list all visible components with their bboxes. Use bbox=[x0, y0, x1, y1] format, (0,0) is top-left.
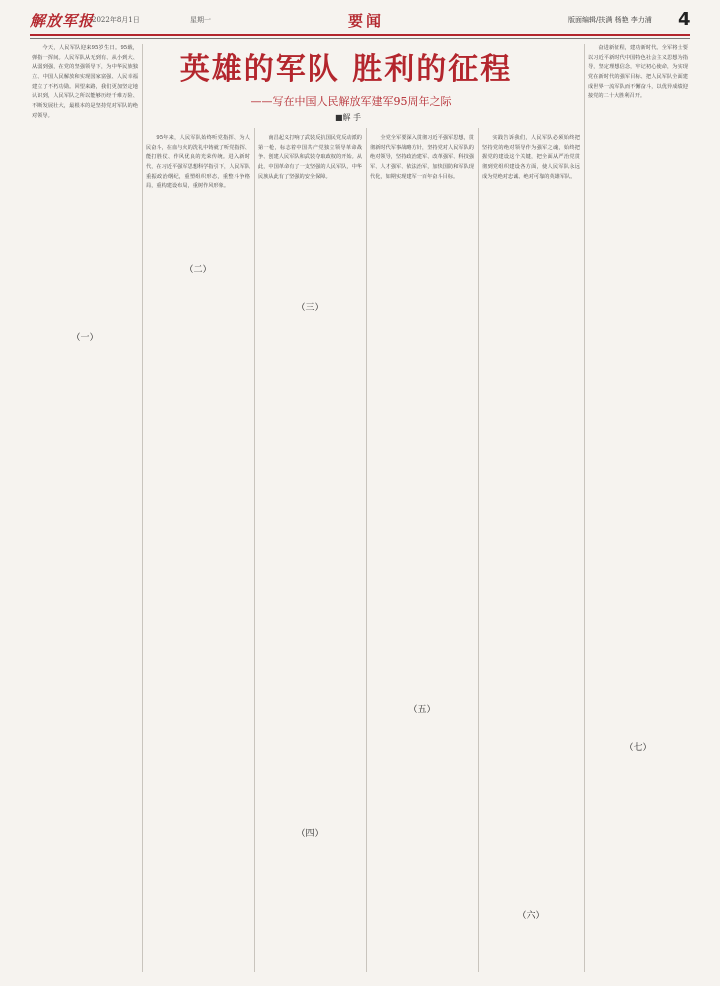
article-column-1 bbox=[32, 44, 138, 324]
article-column-6 bbox=[588, 44, 688, 324]
column-rule bbox=[254, 128, 255, 972]
column-rule bbox=[584, 44, 585, 972]
article-subtitle: ——写在中国人民解放军建军95周年之际 bbox=[250, 95, 452, 108]
article-paragraph: 全党全军要深入贯彻习近平强军思想，贯彻新时代军事战略方针，坚持党对人民军队的绝对领导，坚持政治建军、改革强军、科技强军、人才强军、依法治军，加快国防和军队现代化，如期实现建军一百年奋斗目标。 bbox=[370, 135, 474, 180]
section-title: 要闻 bbox=[348, 12, 385, 30]
issue-date: 2022年8月1日 bbox=[92, 16, 140, 24]
article-byline: ■解 手 bbox=[334, 113, 362, 122]
section-heading: （一） bbox=[71, 333, 99, 343]
section-heading: （六） bbox=[517, 911, 545, 921]
page-number: 4 bbox=[678, 9, 691, 30]
newspaper-logo: 解放军报 bbox=[30, 12, 95, 30]
header-rule-thin bbox=[30, 38, 690, 39]
header-rule bbox=[30, 34, 690, 36]
article-paragraph: 实践告诉我们，人民军队必须始终把坚持党的绝对领导作为强军之魂，始终把握党的建设这个关键，把全面从严治党贯彻到党组织建设各方面，使人民军队永远成为党绝对忠诚、绝对可靠的英雄军队。 bbox=[482, 135, 580, 180]
article-paragraph: 95年来，人民军队始终听党指挥、为人民奋斗，在血与火的洗礼中铸就了听党指挥、能打胜仗、作风优良的光荣传统。进入新时代，在习近平强军思想科学指引下，人民军队重振政治纲纪，重塑组织形态，重整斗争格局，重构建设布局，重树作风形象。 bbox=[146, 135, 250, 190]
article-paragraph: 今天，人民军队迎来95岁生日。95载，弹指一挥间。人民军队从无到有、从小到大、从弱到强，在党的坚强领导下，为中华民族独立、中国人民解放和实现国家富强、人民幸福建立了不朽功勋。回望来路，我们更加坚定地认识到，人民军队之所以能够历经千难万险、不断发展壮大，最根本的是坚持党对军队的绝对领导。 bbox=[32, 45, 138, 119]
article-headline: 英雄的军队 胜利的征程 bbox=[179, 52, 513, 87]
column-rule bbox=[478, 128, 479, 972]
section-heading: （五） bbox=[408, 705, 436, 715]
section-heading: （三） bbox=[296, 303, 324, 313]
column-rule bbox=[142, 44, 143, 972]
section-heading: （四） bbox=[296, 829, 324, 839]
section-heading: （七） bbox=[624, 743, 652, 753]
column-rule bbox=[366, 128, 367, 972]
article-column-3 bbox=[258, 134, 362, 324]
section-heading: （二） bbox=[184, 265, 212, 275]
article-paragraph: 南昌起义打响了武装反抗国民党反动派的第一枪，标志着中国共产党独立领导革命战争、创建人民军队和武装夺取政权的开始。从此，中国革命有了一支坚强的人民军队，中华民族从此有了坚强的安全保障。 bbox=[258, 135, 362, 180]
article-column-2 bbox=[146, 134, 250, 324]
page-editors: 版面编辑/扶满 杨艳 李力浦 bbox=[568, 16, 652, 24]
issue-weekday: 星期一 bbox=[190, 16, 211, 24]
page-header bbox=[30, 8, 690, 34]
article-column-5 bbox=[482, 134, 580, 324]
article-column-4 bbox=[370, 134, 474, 324]
article-paragraph: 奋进新征程，建功新时代。全军将士要以习近平新时代中国特色社会主义思想为指导，坚定理想信念，牢记初心使命，为实现党在新时代的强军目标、把人民军队全面建成世界一流军队而不懈奋斗，以优异成绩迎接党的二十大胜利召开。 bbox=[588, 45, 688, 100]
